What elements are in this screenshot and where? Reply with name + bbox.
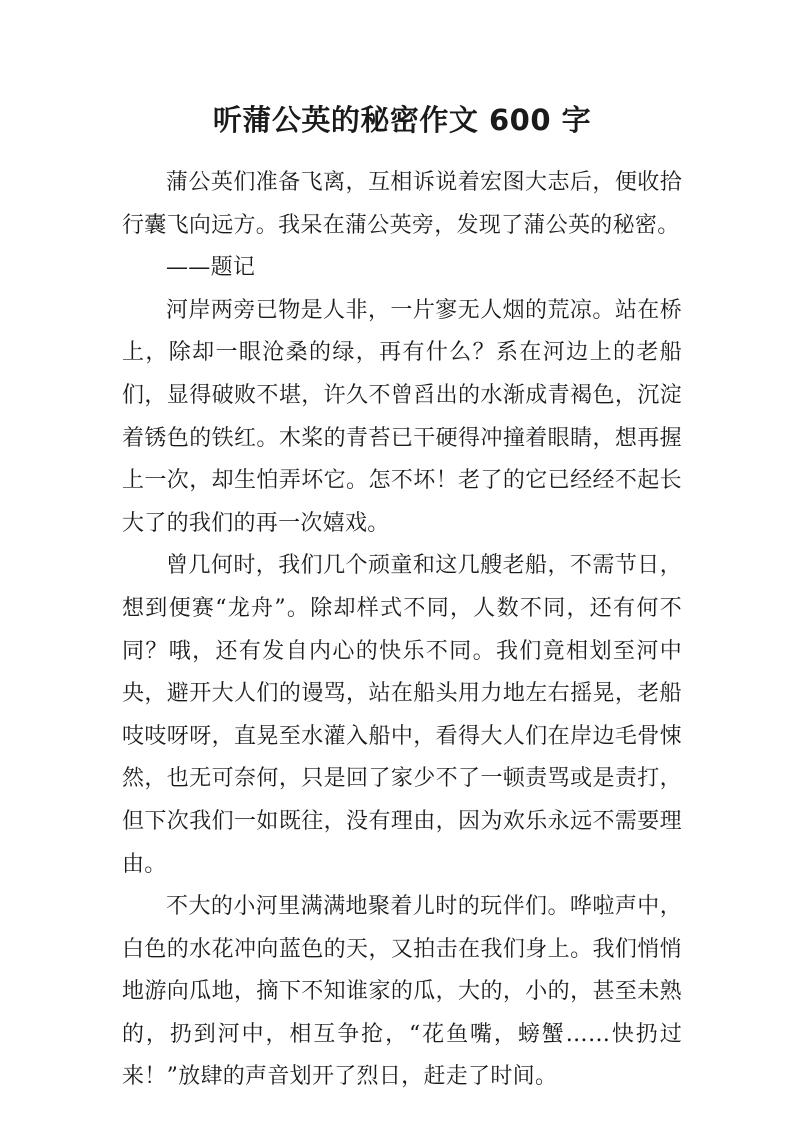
- paragraph-epigraph-attribution: ——题记: [166, 255, 256, 281]
- paragraph-riverbank: 河岸两旁已物是人非，一片寥无人烟的荒凉。站在桥上，除却一眼沧桑的绿，再有什么？系在河边上的老船们，显得破败不堪，许久不曾舀出的水渐成青褐色，沉淀着锈色的铁红。木桨的青苔已干硬得冲撞着眼睛，想再握上一次，却生怕弄坏它。怎不坏！老了的它已经经不起长大了的我们的再一次嬉戏。: [122, 297, 682, 536]
- document-title: 听蒲公英的秘密作文 600 字: [212, 103, 592, 137]
- document-body: [122, 162, 682, 1099]
- paragraph-boat-race: 曾几何时，我们几个顽童和这几艘老船，不需节日，想到便赛“龙舟”。除却样式不同，人数不同，还有何不同？哦，还有发自内心的快乐不同。我们竟相划至河中央，避开大人们的谩骂，站在船头用力地左右摇晃，老船吱吱呀呀，直晃至水灌入船中，看得大人们在岸边毛骨悚然，也无可奈何，只是回了家少不了一顿责骂或是责打，但下次我们一如既往，没有理由，因为欢乐永远不需要理由。: [122, 553, 682, 877]
- paragraph-river-play: 不大的小河里满满地聚着儿时的玩伴们。哗啦声中，白色的水花冲向蓝色的天，又拍击在我们身上。我们悄悄地游向瓜地，摘下不知谁家的瓜，大的，小的，甚至未熟的，扔到河中，相互争抢，“花鱼嘴，螃蟹……快扔过来！”放肆的声音划开了烈日，赶走了时间。: [122, 894, 682, 1090]
- paragraph-preface: 蒲公英们准备飞离，互相诉说着宏图大志后，便收拾行囊飞向远方。我呆在蒲公英旁，发现了蒲公英的秘密。: [122, 170, 682, 238]
